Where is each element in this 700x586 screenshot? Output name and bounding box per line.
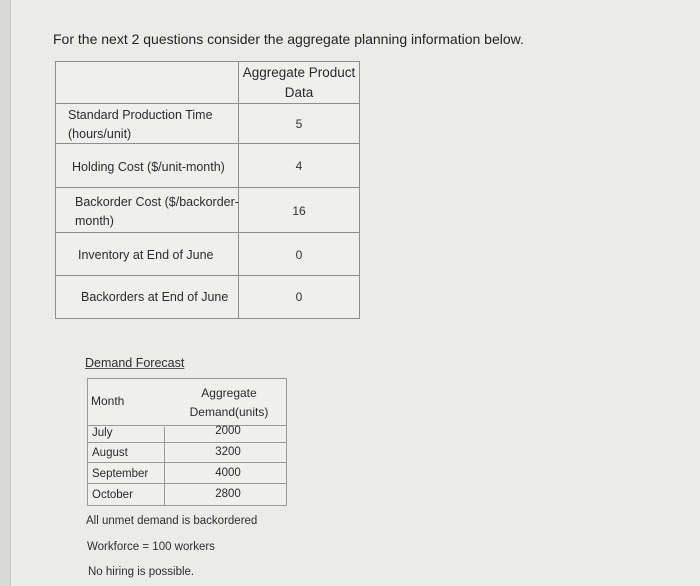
value-inventory-end-june: 0 [295, 248, 303, 262]
row-label-backorders-end-june [81, 288, 228, 307]
row-divider [56, 232, 359, 233]
note-backorder: All unmet demand is backordered [86, 515, 258, 527]
note-no-hiring: No hiring is possible. [88, 566, 195, 578]
label-line: Inventory at End of June [78, 248, 214, 262]
month-cell: October [92, 489, 133, 501]
month-cell: September [92, 468, 149, 480]
document-page [10, 0, 700, 586]
label-line: Backorders at End of June [81, 290, 229, 304]
row-divider [88, 462, 286, 463]
label-line: Standard Production Time [68, 108, 213, 122]
label-line: month) [75, 214, 114, 228]
value-standard-production-time: 5 [295, 117, 303, 131]
row-divider [88, 483, 286, 484]
month-cell: July [92, 427, 113, 439]
header-line: Aggregate [201, 386, 257, 400]
intro-text: For the next 2 questions consider the aggregate planning information below. [53, 31, 524, 47]
column-header-aggregate-demand [174, 384, 284, 422]
column-header-month: Month [91, 394, 125, 408]
header-line: Aggregate Product [242, 65, 356, 80]
row-label-standard-production-time [68, 106, 213, 144]
column-divider [164, 427, 165, 505]
header-line: Demand(units) [189, 405, 269, 419]
value-holding-cost: 4 [295, 159, 303, 173]
label-line: (hours/unit) [68, 127, 132, 141]
aggregate-planning-table [55, 61, 360, 319]
label-line: Backorder Cost ($/backorder- [75, 195, 239, 209]
label-line: Holding Cost ($/unit-month) [72, 160, 225, 174]
row-divider [56, 275, 359, 276]
month-cell: August [92, 447, 128, 459]
value-backorders-end-june: 0 [295, 290, 303, 304]
row-label-holding-cost [72, 158, 225, 177]
column-header-aggregate-product [239, 62, 359, 103]
demand-forecast-table [87, 378, 287, 506]
row-divider [56, 187, 359, 188]
header-line: Data [284, 85, 314, 100]
note-workforce: Workforce = 100 workers [87, 541, 215, 553]
demand-forecast-title: Demand Forecast [85, 356, 185, 370]
demand-cell: 2800 [215, 488, 241, 500]
row-divider [56, 103, 359, 104]
demand-cell: 4000 [215, 467, 241, 479]
row-label-inventory-end-june [78, 246, 214, 265]
demand-cell: 2000 [215, 425, 241, 437]
row-divider [88, 442, 286, 443]
value-backorder-cost: 16 [292, 204, 306, 218]
demand-cell: 3200 [215, 446, 241, 458]
row-label-backorder-cost [75, 193, 239, 231]
